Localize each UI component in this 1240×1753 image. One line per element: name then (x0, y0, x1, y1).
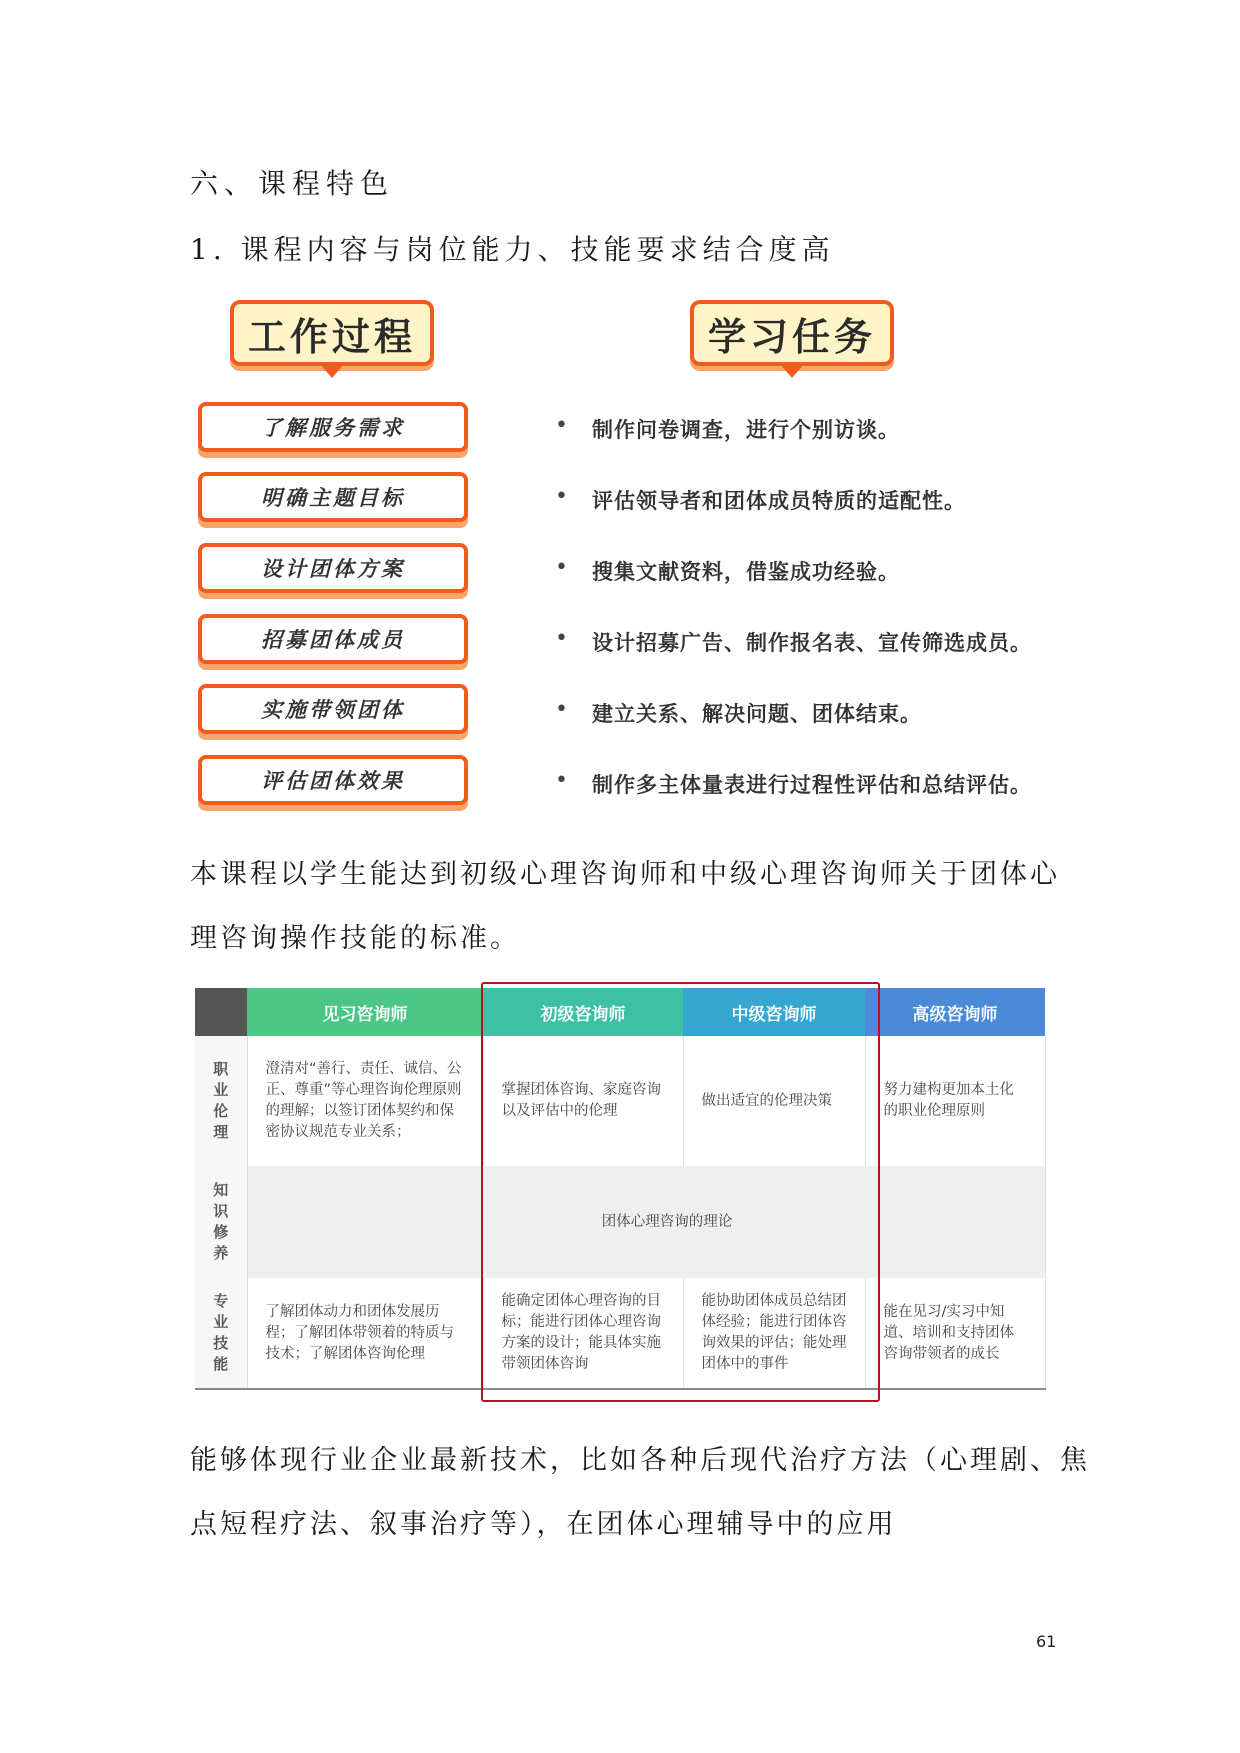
learning-task-header (690, 300, 894, 366)
row-label-char: 职 (213, 1060, 229, 1078)
page-number: 61 (1036, 1632, 1057, 1651)
row-label (195, 1036, 247, 1166)
table-cell: 能协助团体成员总结团体经验；能进行团体咨询效果的评估；能处理团体中的事件 (683, 1278, 865, 1389)
table-merged-cell: 团体心理咨询的理论 (247, 1166, 1045, 1278)
bullet-icon: • (555, 768, 568, 793)
header-intermediate: 中级咨询师 (683, 988, 865, 1036)
highlight-frame (481, 982, 880, 1402)
bullet-icon: • (555, 697, 568, 722)
table-cell: 掌握团体咨询、家庭咨询以及评估中的伦理 (483, 1036, 683, 1166)
body-paragraph-line: 点短程疗法、叙事治疗等），在团体心理辅导中的应用 (190, 1509, 897, 1540)
process-box: 实施带领团体 (198, 684, 468, 734)
learning-task-header-label: 学习任务 (707, 314, 876, 359)
table-cell: 做出适宜的伦理决策 (683, 1036, 865, 1166)
task-text: 评估领导者和团体成员特质的适配性。 (592, 489, 966, 513)
table-cell: 能在见习/实习中知道、培训和支持团体咨询带领者的成长 (865, 1278, 1045, 1389)
table-cell: 澄清对“善行、责任、诚信、公正、尊重”等心理咨询伦理原则的理解；以签订团体契约和保密协议规范专业关系； (247, 1036, 483, 1166)
header-senior: 高级咨询师 (865, 988, 1045, 1036)
task-text: 搜集文献资料，借鉴成功经验。 (592, 560, 900, 584)
body-paragraph-line: 理咨询操作技能的标准。 (190, 923, 520, 954)
table-cell: 能确定团体心理咨询的目标；能进行团体心理咨询方案的设计；能具体实施带领团体咨询 (483, 1278, 683, 1389)
header-pointer-icon (780, 364, 804, 378)
task-text: 设计招募广告、制作报名表、宣传筛选成员。 (592, 631, 1032, 655)
body-paragraph-line: 能够体现行业企业最新技术，比如各种后现代治疗方法（心理剧、焦 (190, 1445, 1090, 1476)
header-trainee: 见习咨询师 (247, 988, 483, 1036)
process-box: 评估团体效果 (198, 755, 468, 805)
process-box: 设计团体方案 (198, 543, 468, 593)
header-junior: 初级咨询师 (483, 988, 683, 1036)
work-process-header (230, 300, 434, 366)
row-label-char: 伦 (213, 1102, 229, 1120)
task-text: 制作问卷调查，进行个别访谈。 (592, 418, 900, 442)
row-label-char: 业 (213, 1081, 229, 1099)
row-label-char: 理 (213, 1123, 229, 1141)
task-text: 建立关系、解决问题、团体结束。 (592, 702, 922, 726)
table-cell: 了解团体动力和团体发展历程；了解团体带领着的特质与技术；了解团体咨询伦理 (247, 1278, 483, 1389)
process-box: 招募团体成员 (198, 614, 468, 664)
table-corner-cell (195, 988, 247, 1036)
row-label-char: 专 (213, 1292, 229, 1310)
section-title: 六、课程特色 (190, 167, 395, 200)
table-cell: 努力建构更加本土化的职业伦理原则 (865, 1036, 1045, 1166)
row-label-char: 修 (213, 1223, 229, 1241)
subsection-title: 1. 课程内容与岗位能力、技能要求结合度高 (190, 233, 835, 266)
bullet-icon: • (555, 413, 568, 438)
row-label-char: 技 (213, 1334, 229, 1352)
row-label-char: 养 (213, 1244, 229, 1262)
row-label-char: 业 (213, 1313, 229, 1331)
task-text: 制作多主体量表进行过程性评估和总结评估。 (592, 773, 1032, 797)
bullet-icon: • (555, 626, 568, 651)
bullet-icon: • (555, 555, 568, 580)
process-box: 了解服务需求 (198, 402, 468, 452)
work-process-header-label: 工作过程 (247, 314, 416, 359)
row-label-char: 知 (213, 1181, 229, 1199)
header-pointer-icon (320, 364, 344, 378)
bullet-icon: • (555, 484, 568, 509)
row-label (195, 1166, 247, 1278)
row-label-char: 能 (213, 1355, 229, 1373)
row-label-char: 识 (213, 1202, 229, 1220)
body-paragraph-line: 本课程以学生能达到初级心理咨询师和中级心理咨询师关于团体心 (190, 859, 1060, 890)
row-label (195, 1278, 247, 1389)
process-box: 明确主题目标 (198, 472, 468, 522)
